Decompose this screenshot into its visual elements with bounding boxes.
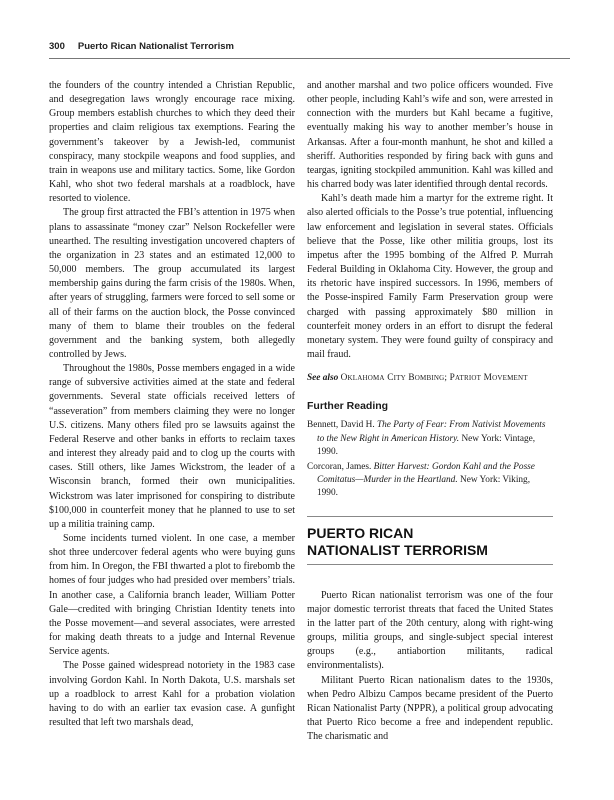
body-paragraph: Militant Puerto Rican nationalism dates to the 1930s, when Pedro Albizu Campos became president of the Puerto Rican Nationalist Party (NPPR), a political group advocating that Puerto Rico become a free and independent republic. The charismatic and — [307, 674, 553, 743]
entry-top-rule — [307, 516, 553, 517]
body-paragraph: the founders of the country intended a Christian Republic, and desegregation laws wrongly encourage race mixing. Group members establish churches to which they deed their properties and claim religious tax exemptions. Fearing the government’s takeover by a Jewish-led, communist conspiracy, many stockpile weapons and food supplies, and train in weapons use and military tactics. Some, like Gordon Kahl, who shot two federal marshals at a roadblock, have resorted to violence. — [49, 80, 295, 205]
ref-author: Corcoran, James. — [307, 462, 372, 473]
entry-bottom-rule — [307, 564, 553, 565]
body-paragraph: The group first attracted the FBI’s attention in 1975 when plans to assassinate “money czar” Nelson Rockefeller were unearthed. The resulting investigation uncovered chapters of the organization in 23 states and an estimated 12,000 to 50,000 members. The group accumulated its largest membership gains during the farm crisis of the 1980s. When, after years of struggling, farmers were forced to sell some or all of their farms on the auction block, the Posse convinced many of them to blame their troubles on the federal government and the banking system, both allegedly controlled by Jews. — [49, 207, 295, 360]
page-number: 300 — [49, 41, 65, 52]
reference-item — [307, 419, 553, 459]
body-paragraph: and another marshal and two police officers wounded. Five other people, including Kahl’s wife and son, were arrested in connection with the murders but Kahl became a fugitive, eventually making his way to another member’s house in Arkansas. After a four-month manhunt, he shot and killed a sheriff. Authorities responded by firing back with guns and teargas, igniting stockpiled ammunition. Kahl was killed and his charred body was later identified through dental records. — [307, 80, 553, 191]
running-title: Puerto Rican Nationalist Terrorism — [77, 41, 234, 52]
body-paragraph: Throughout the 1980s, Posse members engaged in a wide range of subversive activities aimed at the state and federal governments. Several state officials received letters of “asseveration” from members claiming they were no longer U.S. citizens. Many others filed pro se lawsuits against the Federal Reserve and other banks in efforts to reclaim taxes and interest they already paid and to clog up the courts with cases. Still others, like James Wickstrom, the leader of a Wisconsin branch, formed their own municipalities. Wickstrom was later imprisoned for conspiring to distribute $100,000 in counterfeit money that he planned to use to set up a militia training camp. — [49, 363, 295, 530]
header-rule — [49, 58, 570, 59]
further-reading-heading: Further Reading — [307, 400, 389, 413]
running-header — [49, 41, 570, 52]
entry-title-line: NATIONALIST TERRORISM — [307, 541, 488, 558]
body-paragraph: Some incidents turned violent. In one case, a member shot three undercover federal agents who were buying guns from him. In Oregon, the FBI thwarted a plot to firebomb the homes of four judges who had presided over members’ trials. In another case, a California branch leader, William Potter Gale—credited with bringing Christian Identity tenets into the Posse movement—and several associates, were arrested for making death threats to a judge and Internal Revenue Service agents. — [49, 533, 295, 658]
body-paragraph: Kahl’s death made him a martyr for the extreme right. It also alerted officials to the Posse’s true potential, influencing law enforcement and legislation in several states. Officials believe that the Posse, like other militia groups, lost its impetus after the 1995 bombing of the Alfred P. Murrah Federal Building in Oklahoma City. However, the group and its rhetoric have inspired successors. In 1996, members of the Posse-inspired Family Farm Preservation group were charged with passing approximately $80 million in counterfeit money orders in an effort to disrupt the federal monetary system. They were found guilty of conspiracy and mail fraud. — [307, 193, 553, 360]
see-also — [307, 371, 553, 385]
ref-author: Bennett, David H. — [307, 420, 375, 431]
body-paragraph: The Posse gained widespread notoriety in the 1983 case involving Gordon Kahl. In North Dakota, U.S. marshals set up a roadblock to arrest Kahl for a probation violation having to do with an earlier tax evasion case. A gunfight resulted that left two marshals dead, — [49, 660, 295, 729]
entry-title-line: PUERTO RICAN — [307, 524, 414, 541]
right-column — [307, 79, 553, 744]
body-paragraph: Puerto Rican nationalist terrorism was one of the four major domestic terrorist threats that faced the United States in the latter part of the 20th century, along with right-wing groups, militia groups, and single-subject special interest groups (e.g., antiabortion militants, radical environmentalists). — [307, 589, 553, 672]
ref-publisher: New York: Vintage, 1990. — [317, 433, 536, 457]
ref-publisher: New York: Viking, 1990. — [317, 475, 531, 499]
left-column — [49, 79, 295, 730]
ref-title: Bitter Harvest: Gordon Kahl and the Posse Comitatus—Murder in the Heartland. — [317, 462, 535, 486]
see-also-links[interactable]: Oklahoma City Bombing; Patriot Movement — [340, 373, 528, 384]
reference-item — [307, 461, 553, 501]
entry-title — [307, 525, 553, 559]
see-also-label: See also — [307, 373, 339, 384]
ref-title: The Party of Fear: From Nativist Movements to the New Right in American History. — [317, 420, 546, 444]
